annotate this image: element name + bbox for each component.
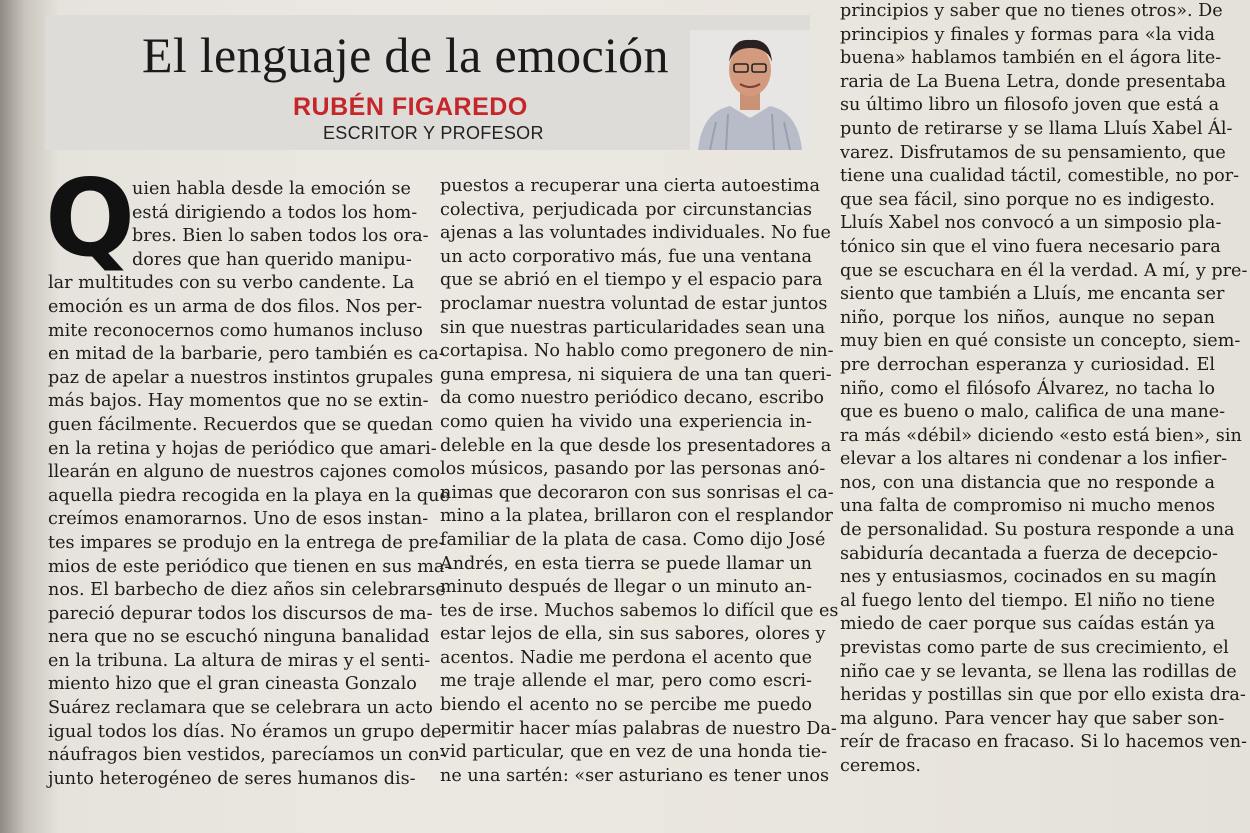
text-line: más bajos. Hay momentos que no se extin- xyxy=(48,391,429,412)
text-line: reír de fracaso en fracaso. Si lo hacemos ven- xyxy=(840,732,1247,753)
text-line: deleble en la que desde los presentadores a xyxy=(440,435,832,456)
text-line: nera que no se escuchó ninguna banalidad xyxy=(48,627,430,648)
text-line: vid particular, que en vez de una honda tie- xyxy=(440,742,828,763)
text-line: aquella piedra recogida en la playa en la que xyxy=(48,485,450,506)
text-line: sin que nuestras particularidades sean una xyxy=(440,317,826,338)
text-line: puestos a recuperar una cierta autoestima xyxy=(440,176,820,196)
text-line: niño, porque los niños, aunque no sepan xyxy=(840,307,1215,328)
text-line: mino a la platea, brillaron con el resplandor xyxy=(440,506,833,527)
text-line: miento hizo que el gran cineasta Gonzalo xyxy=(48,674,417,695)
text-line: igual todos los días. No éramos un grupo de xyxy=(48,721,442,742)
text-line: ne una sartén: «ser asturiano es tener unos xyxy=(440,765,830,786)
text-line: que se abrió en el tiempo y el espacio para xyxy=(440,270,823,291)
text-line: tiene una cualidad táctil, comestible, no por- xyxy=(840,166,1240,187)
text-line: está dirigiendo a todos los hom- xyxy=(132,202,418,223)
text-line: náufragos bien vestidos, parecíamos un con- xyxy=(48,745,446,766)
text-line: niño cae y se levanta, se llena las rodillas de xyxy=(840,661,1237,682)
text-line: da como nuestro periódico decano, escribo xyxy=(440,388,824,409)
text-line: en la retina y hojas de periódico que amari- xyxy=(48,438,437,459)
text-line: niño, como el filósofo Álvarez, no tacha lo xyxy=(840,378,1215,399)
article-column-3 xyxy=(840,0,1248,779)
text-line: en mitad de la barbarie, pero también es ca- xyxy=(48,344,445,365)
text-line: un acto corporativo más, fue una ventana xyxy=(440,246,812,267)
text-line: junto heterogéneo de seres humanos dis- xyxy=(48,768,416,789)
text-line: miedo de caer porque sus caídas están ya xyxy=(840,614,1215,635)
text-line: que sea fácil, sino porque no es indigesto. xyxy=(840,189,1215,210)
text-line: que se escuchara en él la verdad. A mí, y pre- xyxy=(840,260,1248,281)
text-line: minuto después de llegar o un minuto an- xyxy=(440,577,812,598)
text-line: raria de La Buena Letra, donde presentaba xyxy=(840,71,1227,92)
text-line: guen fácilmente. Recuerdos que se quedan xyxy=(48,414,433,435)
text-line: proclamar nuestra voluntad de estar juntos xyxy=(440,293,828,314)
text-line: pareció depurar todos los discursos de ma- xyxy=(48,603,433,624)
text-line: me traje allende el mar, pero como escri- xyxy=(440,671,812,692)
drop-cap: Q xyxy=(45,157,136,280)
text-line: ceremos. xyxy=(840,756,921,776)
text-line: al fuego lento del tiempo. El niño no tiene xyxy=(840,590,1215,611)
article-column-1 xyxy=(48,178,451,791)
text-line: nos. El barbecho de diez años sin celebrarse xyxy=(48,580,446,601)
text-line: sabiduría decantada a fuerza de decepcio- xyxy=(840,543,1218,564)
text-line: guna empresa, ni siquiera de una tan queri- xyxy=(440,364,832,385)
text-line: cortapisa. No hablo como pregonero de nin- xyxy=(440,341,834,362)
text-line: Andrés, en esta tierra se puede llamar un xyxy=(440,553,812,574)
text-line: elevar a los altares ni condenar a los infier- xyxy=(840,449,1228,470)
text-line: llearán en alguno de nuestros cajones como xyxy=(48,462,441,483)
text-line: ra más «débil» diciendo «esto está bien», sin xyxy=(840,425,1242,446)
text-line: principios y saber que no tienes otros». De xyxy=(840,1,1223,21)
text-line: como quien ha vivido una experiencia in- xyxy=(440,411,812,432)
text-line: punto de retirarse y se llama Lluís Xabel Ál- xyxy=(840,118,1233,139)
text-line: uien habla desde la emoción se xyxy=(132,179,411,199)
text-line: tes impares se produjo en la entrega de pre- xyxy=(48,532,445,553)
text-line: tes de irse. Muchos sabemos lo difícil que es xyxy=(440,600,839,621)
text-line: los músicos, pasando por las personas anó- xyxy=(440,459,826,480)
text-line: colectiva, perjudicada por circunstancias xyxy=(440,199,812,220)
text-line: lar multitudes con su verbo candente. La xyxy=(48,273,415,294)
text-line: bres. Bien lo saben todos los ora- xyxy=(132,226,429,247)
author-name: RUBÉN FIGAREDO xyxy=(293,93,528,121)
text-line: principios y finales y formas para «la vida xyxy=(840,24,1215,45)
author-photo xyxy=(690,30,810,150)
text-line: una falta de compromiso ni mucho menos xyxy=(840,496,1215,517)
text-line: ajenas a las voluntades individuales. No fue xyxy=(440,223,831,244)
text-line: mios de este periódico que tienen en sus ma- xyxy=(48,556,451,577)
text-line: Lluís Xabel nos convocó a un simposio pla- xyxy=(840,213,1222,234)
text-line: nes y entusiasmos, cocinados en su magín xyxy=(840,567,1217,588)
author-role: ESCRITOR Y PROFESOR xyxy=(323,123,544,143)
text-line: varez. Disfrutamos de su pensamiento, que xyxy=(840,142,1226,163)
text-line: muy bien en qué consiste un concepto, siem- xyxy=(840,331,1241,352)
text-line: emoción es un arma de dos filos. Nos per- xyxy=(48,296,423,317)
text-line: nimas que decoraron con sus sonrisas el ca- xyxy=(440,482,834,503)
text-line: de personalidad. Su postura responde a una xyxy=(840,520,1235,541)
text-line: mite reconocernos como humanos incluso xyxy=(48,320,423,341)
text-line: tónico sin que el vino fuera necesario para xyxy=(840,236,1221,257)
text-line: paz de apelar a nuestros instintos grupales xyxy=(48,367,434,388)
text-line: creímos enamorarnos. Uno de esos instan- xyxy=(48,509,429,530)
text-line: pre derrochan esperanza y curiosidad. El xyxy=(840,354,1215,375)
text-line: permitir hacer mías palabras de nuestro Da- xyxy=(440,718,837,739)
text-line: ma alguno. Para vencer hay que saber son- xyxy=(840,708,1225,729)
text-line: previstas como parte de sus crecimiento, el xyxy=(840,638,1229,659)
text-line: acentos. Nadie me perdona el acento que xyxy=(440,647,812,668)
article-column-2 xyxy=(440,175,839,788)
text-line: su último libro un filosofo joven que está a xyxy=(840,95,1220,116)
text-line: nos, con una distancia que no responde a xyxy=(840,472,1215,493)
text-line: heridas y postillas sin que por ello exista dra- xyxy=(840,685,1246,706)
text-line: estar lejos de ella, sin sus sabores, olores y xyxy=(440,624,826,645)
text-line: siento que también a Lluís, me encanta ser xyxy=(840,284,1225,305)
text-line: buena» hablamos también en el ágora lite- xyxy=(840,48,1222,69)
text-line: familiar de la plata de casa. Como dijo José xyxy=(440,529,826,550)
text-line: que es bueno o malo, califica de una mane- xyxy=(840,402,1226,423)
text-line: en la tribuna. La altura de miras y el senti- xyxy=(48,650,431,671)
article-title: El lenguaje de la emoción xyxy=(142,27,669,83)
text-line: biendo el acento no se percibe me puedo xyxy=(440,695,812,716)
text-line: Suárez reclamara que se celebrara un acto xyxy=(48,698,433,719)
text-line: dores que han querido manipu- xyxy=(132,249,412,270)
